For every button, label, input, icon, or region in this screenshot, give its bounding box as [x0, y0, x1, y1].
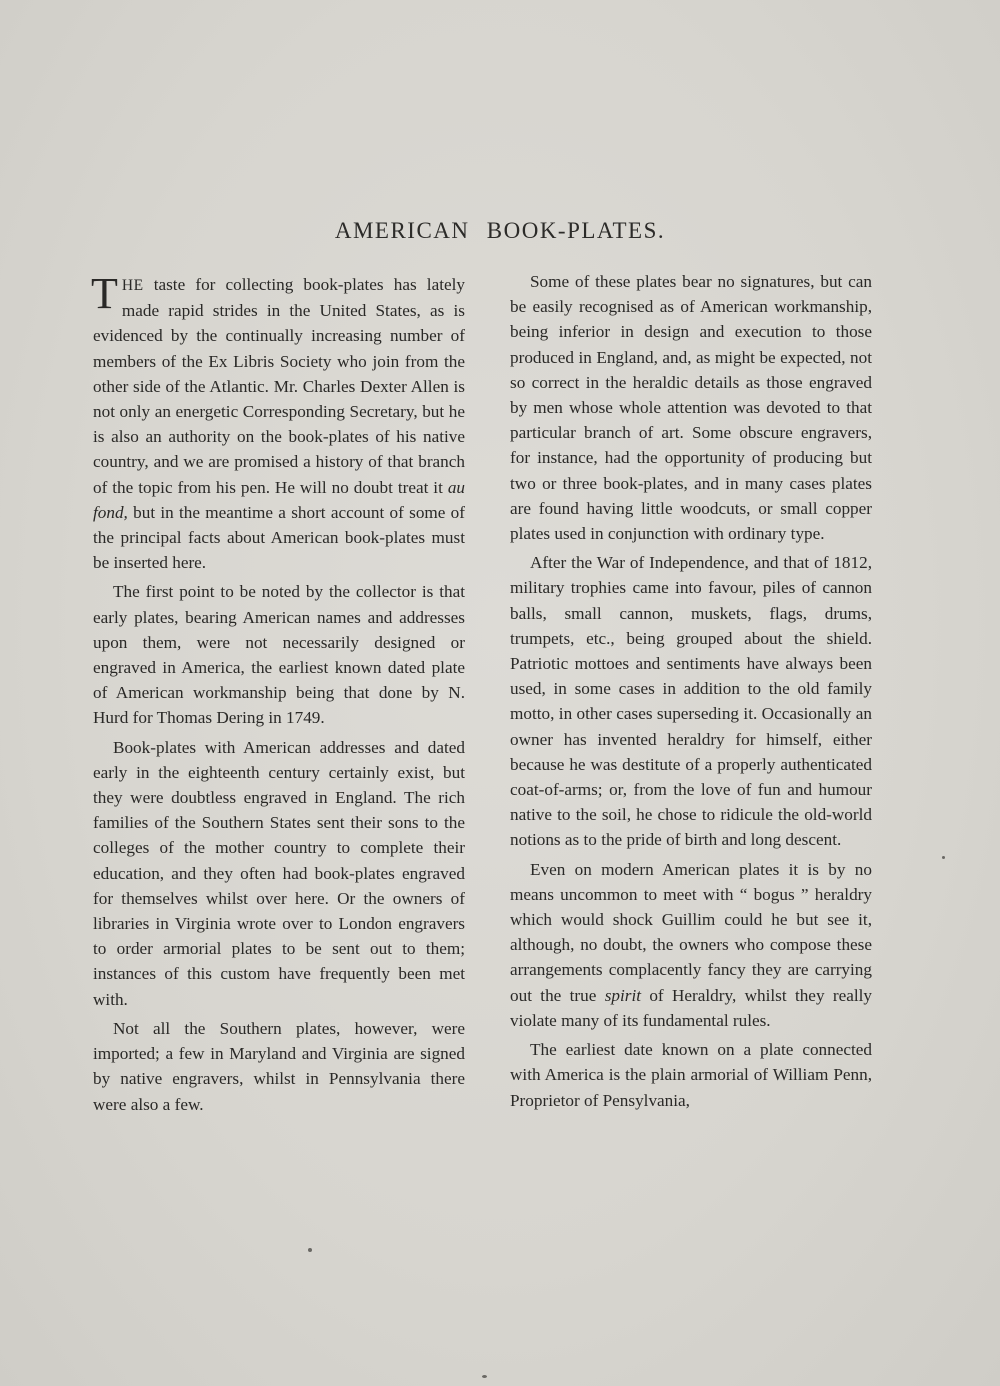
paper-speck	[942, 856, 945, 859]
right-column	[510, 269, 872, 1113]
paragraph: Book-plates with American addresses and dated early in the eighteenth century certainly exist, but they were doubtless engraved in England. The rich families of the Southern States sent their sons to the colleges of the mother country to complete their education, and they often had book-plates engraved for themselves whilst over here. Or the owners of libraries in Virginia wrote over to London engravers to order armorial plates to be sent out to them; instances of this custom have frequently been met with.	[93, 737, 465, 1009]
paragraph: Not all the Southern plates, however, were imported; a few in Maryland and Virginia are signed by native engravers, whilst in Pennsylvania there were also a few.	[93, 1018, 465, 1114]
paragraph: The first point to be noted by the collector is that early plates, bearing American names and addresses upon them, were not necessarily designed or engraved in America, the earliest known dated plate of American workmanship being that done by N. Hurd for Thomas Dering in 1749.	[93, 582, 465, 728]
paragraph-text: but in the meantime a short account of some of the principal facts about American book-plates must be inserted here.	[93, 502, 465, 573]
italic-phrase: spirit	[604, 985, 641, 1005]
paragraph: After the War of Independence, and that of 1812, military trophies came into favour, piles of cannon balls, small cannon, muskets, flags, drums, trumpets, etc., being grouped about the shield. Patriotic mottoes and sentiments have always been used, in some cases in addition to the old family motto, in other cases superseding it. Occasionally an owner has invented heraldry for himself, either because he was destitute of a properly authenticated coat-of-arms; or, from the love of fun and humour native to the soil, he chose to ridicule the old-world notions as to the pride of birth and long descent.	[510, 553, 872, 850]
lead-word: HE	[121, 277, 144, 294]
page-title: AMERICAN BOOK-PLATES.	[334, 218, 666, 243]
paragraph: The earliest date known on a plate connected with America is the plain armorial of William Penn, Proprietor of Pensylvania,	[510, 1040, 872, 1110]
paragraph	[510, 857, 872, 1033]
paragraph: Some of these plates bear no signatures, but can be easily recognised as of American workmanship, being inferior in design and execution to those produced in England, and, as might be expected, not so correct in the heraldic details as those engraved by men whose whole attention was devoted to that particular branch of art. Some obscure engravers, for instance, had the opportunity of producing but two or three book-plates, and in many cases plates are found having little woodcuts, or small copper plates used in conjunction with ordinary type.	[510, 272, 872, 544]
paragraph	[91, 269, 465, 575]
italic-phrase: au fond,	[93, 477, 465, 522]
paper-speck	[308, 1248, 312, 1252]
drop-cap: T	[91, 269, 118, 318]
paragraph-text: taste for collecting book-plates has lately made rapid strides in the United States, as is evidenced by the continually increasing number of members of the Ex Libris Society who join from the other side of the Atlantic. Mr. Charles Dexter Allen is not only an energetic Corresponding Secretary, but he is also an authority on the book-plates of his native country, and we are promised a history of that branch of the topic from his pen. He will no doubt treat it	[93, 275, 465, 497]
left-column	[91, 269, 465, 1117]
paragraph-text: of Heraldry, whilst they really violate many of its fundamental rules.	[510, 985, 872, 1030]
paper-speck	[482, 1375, 487, 1378]
paragraph-text: Even on modern American plates it is by no means uncommon to meet with “ bogus ” heraldry which would shock Guillim could he but see it, although, no doubt, the owners who compose these arrangements complacently fancy they are carrying out the true	[510, 859, 872, 1005]
